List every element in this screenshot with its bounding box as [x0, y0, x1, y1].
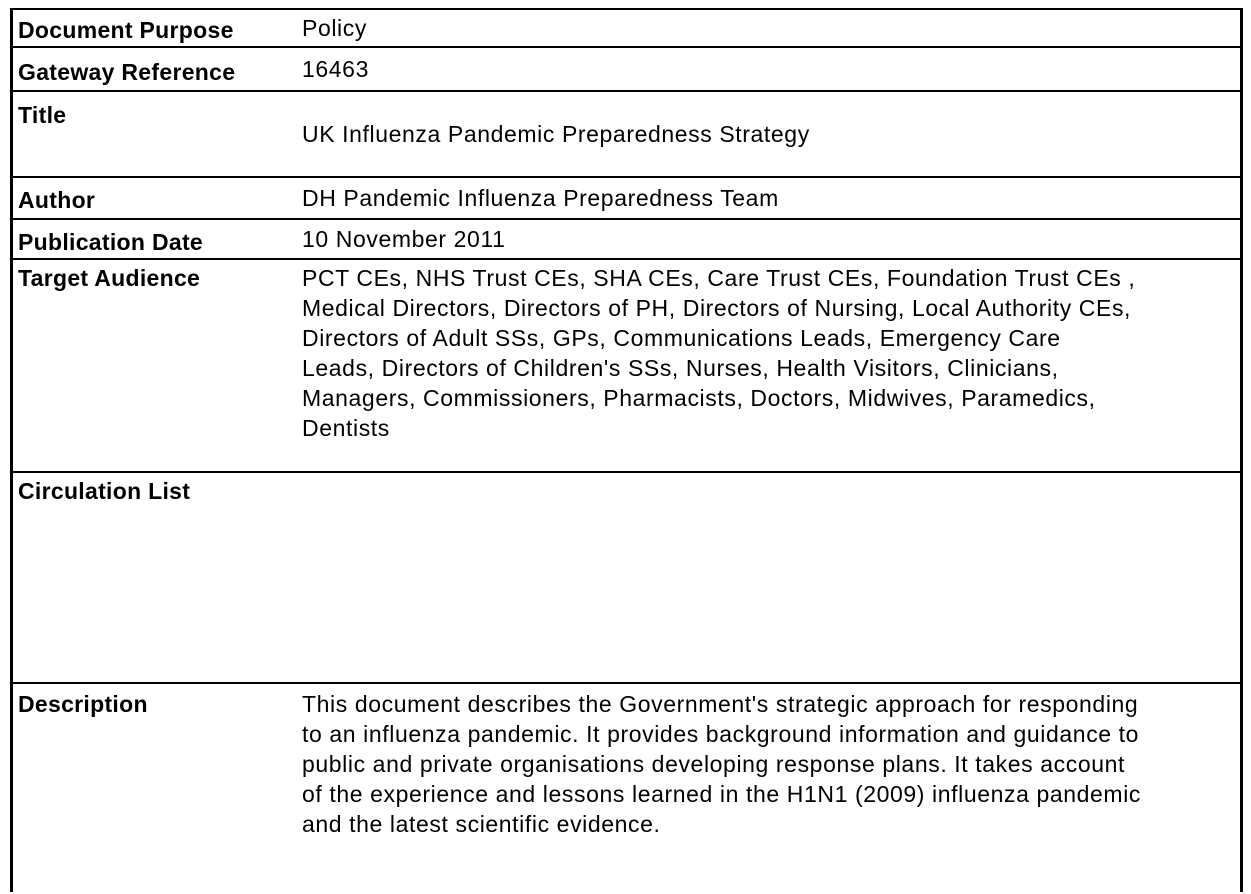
- circulation-list-label: Circulation List: [18, 478, 191, 504]
- row-author: [13, 178, 1240, 220]
- document-purpose-label: Document Purpose: [18, 17, 234, 43]
- title-label: Title: [18, 102, 67, 128]
- author-label: Author: [18, 187, 96, 213]
- target-audience-value: PCT CEs, NHS Trust CEs, SHA CEs, Care Trust CEs, Foundation Trust CEs , Medical Directors, Directors of PH, Directors of Nursing, Local Authority CEs, Directors of Adult SSs, GPs, Communications Leads, Emergency Care Leads, Directors of Children's SSs, Nurses, Health Visitors, Clinicians, Managers, Commissioners, Pharmacists, Doctors, Midwives, Paramedics, Dentists: [302, 265, 1136, 441]
- row-description: [13, 684, 1240, 894]
- target-audience-label: Target Audience: [18, 265, 201, 291]
- author-value: DH Pandemic Influenza Preparedness Team: [302, 185, 779, 211]
- row-circulation-list: [13, 473, 1240, 684]
- publication-date-label: Publication Date: [18, 229, 203, 255]
- gateway-reference-value: 16463: [302, 56, 369, 82]
- row-gateway-reference: [13, 48, 1240, 92]
- row-title: [13, 92, 1240, 178]
- description-label: Description: [18, 691, 148, 717]
- document-purpose-value: Policy: [302, 15, 367, 41]
- row-publication-date: [13, 220, 1240, 260]
- description-value: This document describes the Government's strategic approach for responding to an influenza pandemic. It provides background information and guidance to public and private organisations developing response plans. It takes account of the experience and lessons learned in the H1N1 (2009) influenza pandemic and the latest scientific evidence.: [302, 691, 1142, 837]
- gateway-reference-label: Gateway Reference: [18, 59, 236, 85]
- document-info-table: [10, 8, 1243, 892]
- publication-date-value: 10 November 2011: [302, 226, 506, 252]
- row-document-purpose: [13, 10, 1240, 48]
- title-value: UK Influenza Pandemic Preparedness Strategy: [302, 121, 810, 147]
- row-target-audience: [13, 260, 1240, 473]
